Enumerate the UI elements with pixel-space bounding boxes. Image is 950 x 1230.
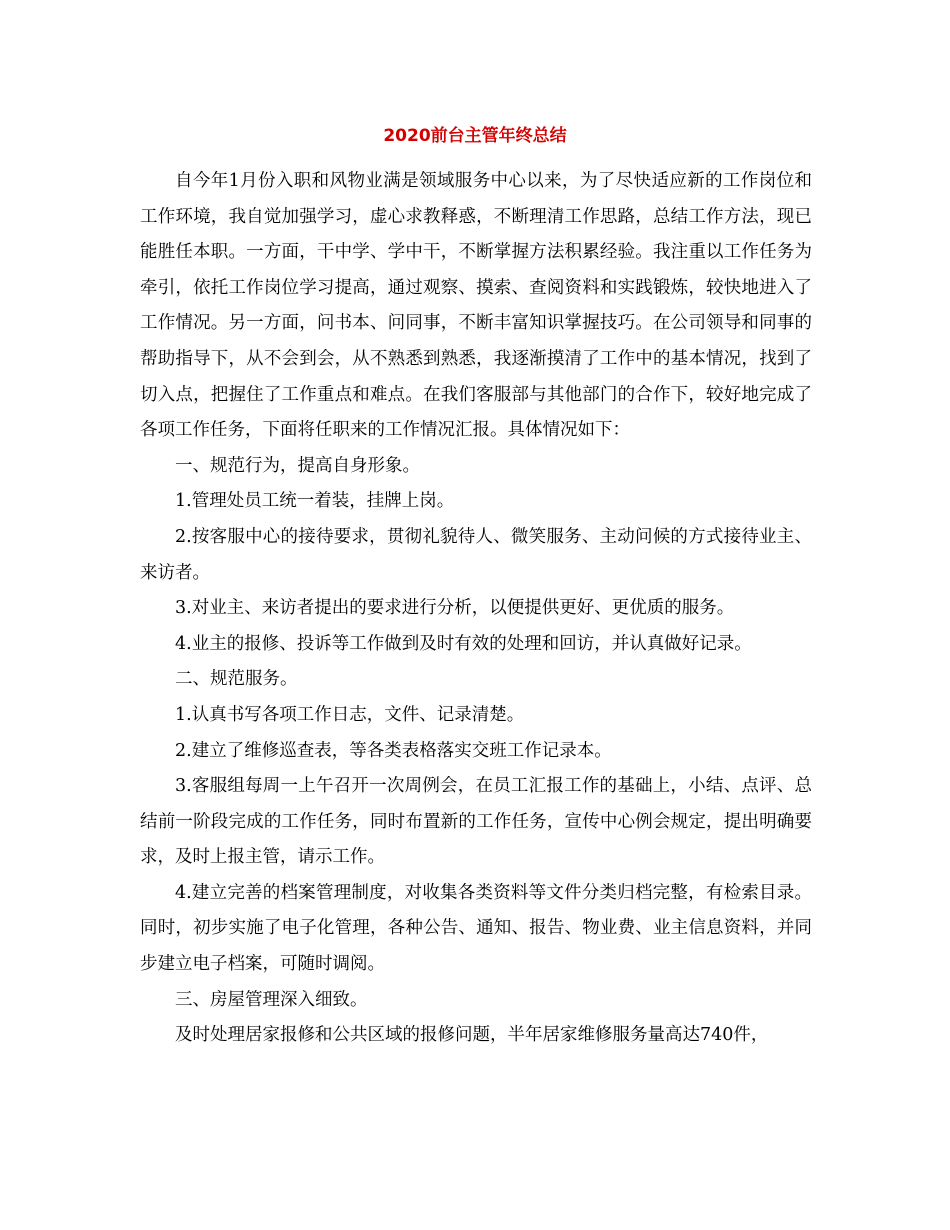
list-item: 1.认真书写各项工作日志，文件、记录清楚。 (175, 704, 525, 725)
document-title: 2020前台主管年终总结 (383, 126, 567, 146)
section-heading-3: 三、房屋管理深入细致。 (175, 989, 368, 1010)
paragraph-intro: 自今年1月份入职和风物业满是领域服务中心以来，为了尽快适应新的工作岗位和工作环境，我自觉加强学习，虚心求教释惑，不断理清工作思路，总结工作方法，现已能胜任本职。一方面，干中学、学中干，不断掌握方法积累经验。我注重以工作任务为牵引，依托工作岗位学习提高，通过观察、摸索、查阅资料和实践锻炼，较快地进入了工作情况。另一方面，问书本、问同事，不断丰富知识掌握技巧。在公司领导和同事的帮助指导下，从不会到会，从不熟悉到熟悉，我逐渐摸清了工作中的基本情况，找到了切入点，把握住了工作重点和难点。在我们客服部与其他部门的合作下，较好地完成了各项工作任务，下面将任职来的工作情况汇报。具体情况如下： (140, 171, 812, 441)
list-item: 4.业主的报修、投诉等工作做到及时有效的处理和回访，并认真做好记录。 (175, 633, 752, 654)
list-item: 2.建立了维修巡查表，等各类表格落实交班工作记录本。 (175, 740, 612, 761)
list-item: 2.按客服中心的接待要求，贯彻礼貌待人、微笑服务、主动问候的方式接待业主、来访者。 (140, 526, 812, 583)
list-item: 3.对业主、来访者提出的要求进行分析，以便提供更好、更优质的服务。 (175, 598, 735, 619)
section-heading-2: 二、规范服务。 (175, 669, 298, 690)
list-item: 1.管理处员工统一着装，挂牌上岗。 (175, 491, 455, 512)
section-heading-1: 一、规范行为，提高自身形象。 (175, 455, 420, 476)
document-body (140, 164, 812, 1054)
paragraph-repair: 及时处理居家报修和公共区域的报修问题，半年居家维修服务量高达740件， (175, 1025, 769, 1046)
list-item: 3.客服组每周一上午召开一次周例会，在员工汇报工作的基础上，小结、点评、总结前一阶段完成的工作任务，同时布置新的工作任务，宣传中心例会规定，提出明确要求，及时上报主管，请示工作。 (140, 776, 812, 868)
list-item: 4.建立完善的档案管理制度，对收集各类资料等文件分类归档完整，有检索目录。同时，初步实施了电子化管理，各种公告、通知、报告、物业费、业主信息资料，并同步建立电子档案，可随时调阅。 (140, 882, 812, 975)
